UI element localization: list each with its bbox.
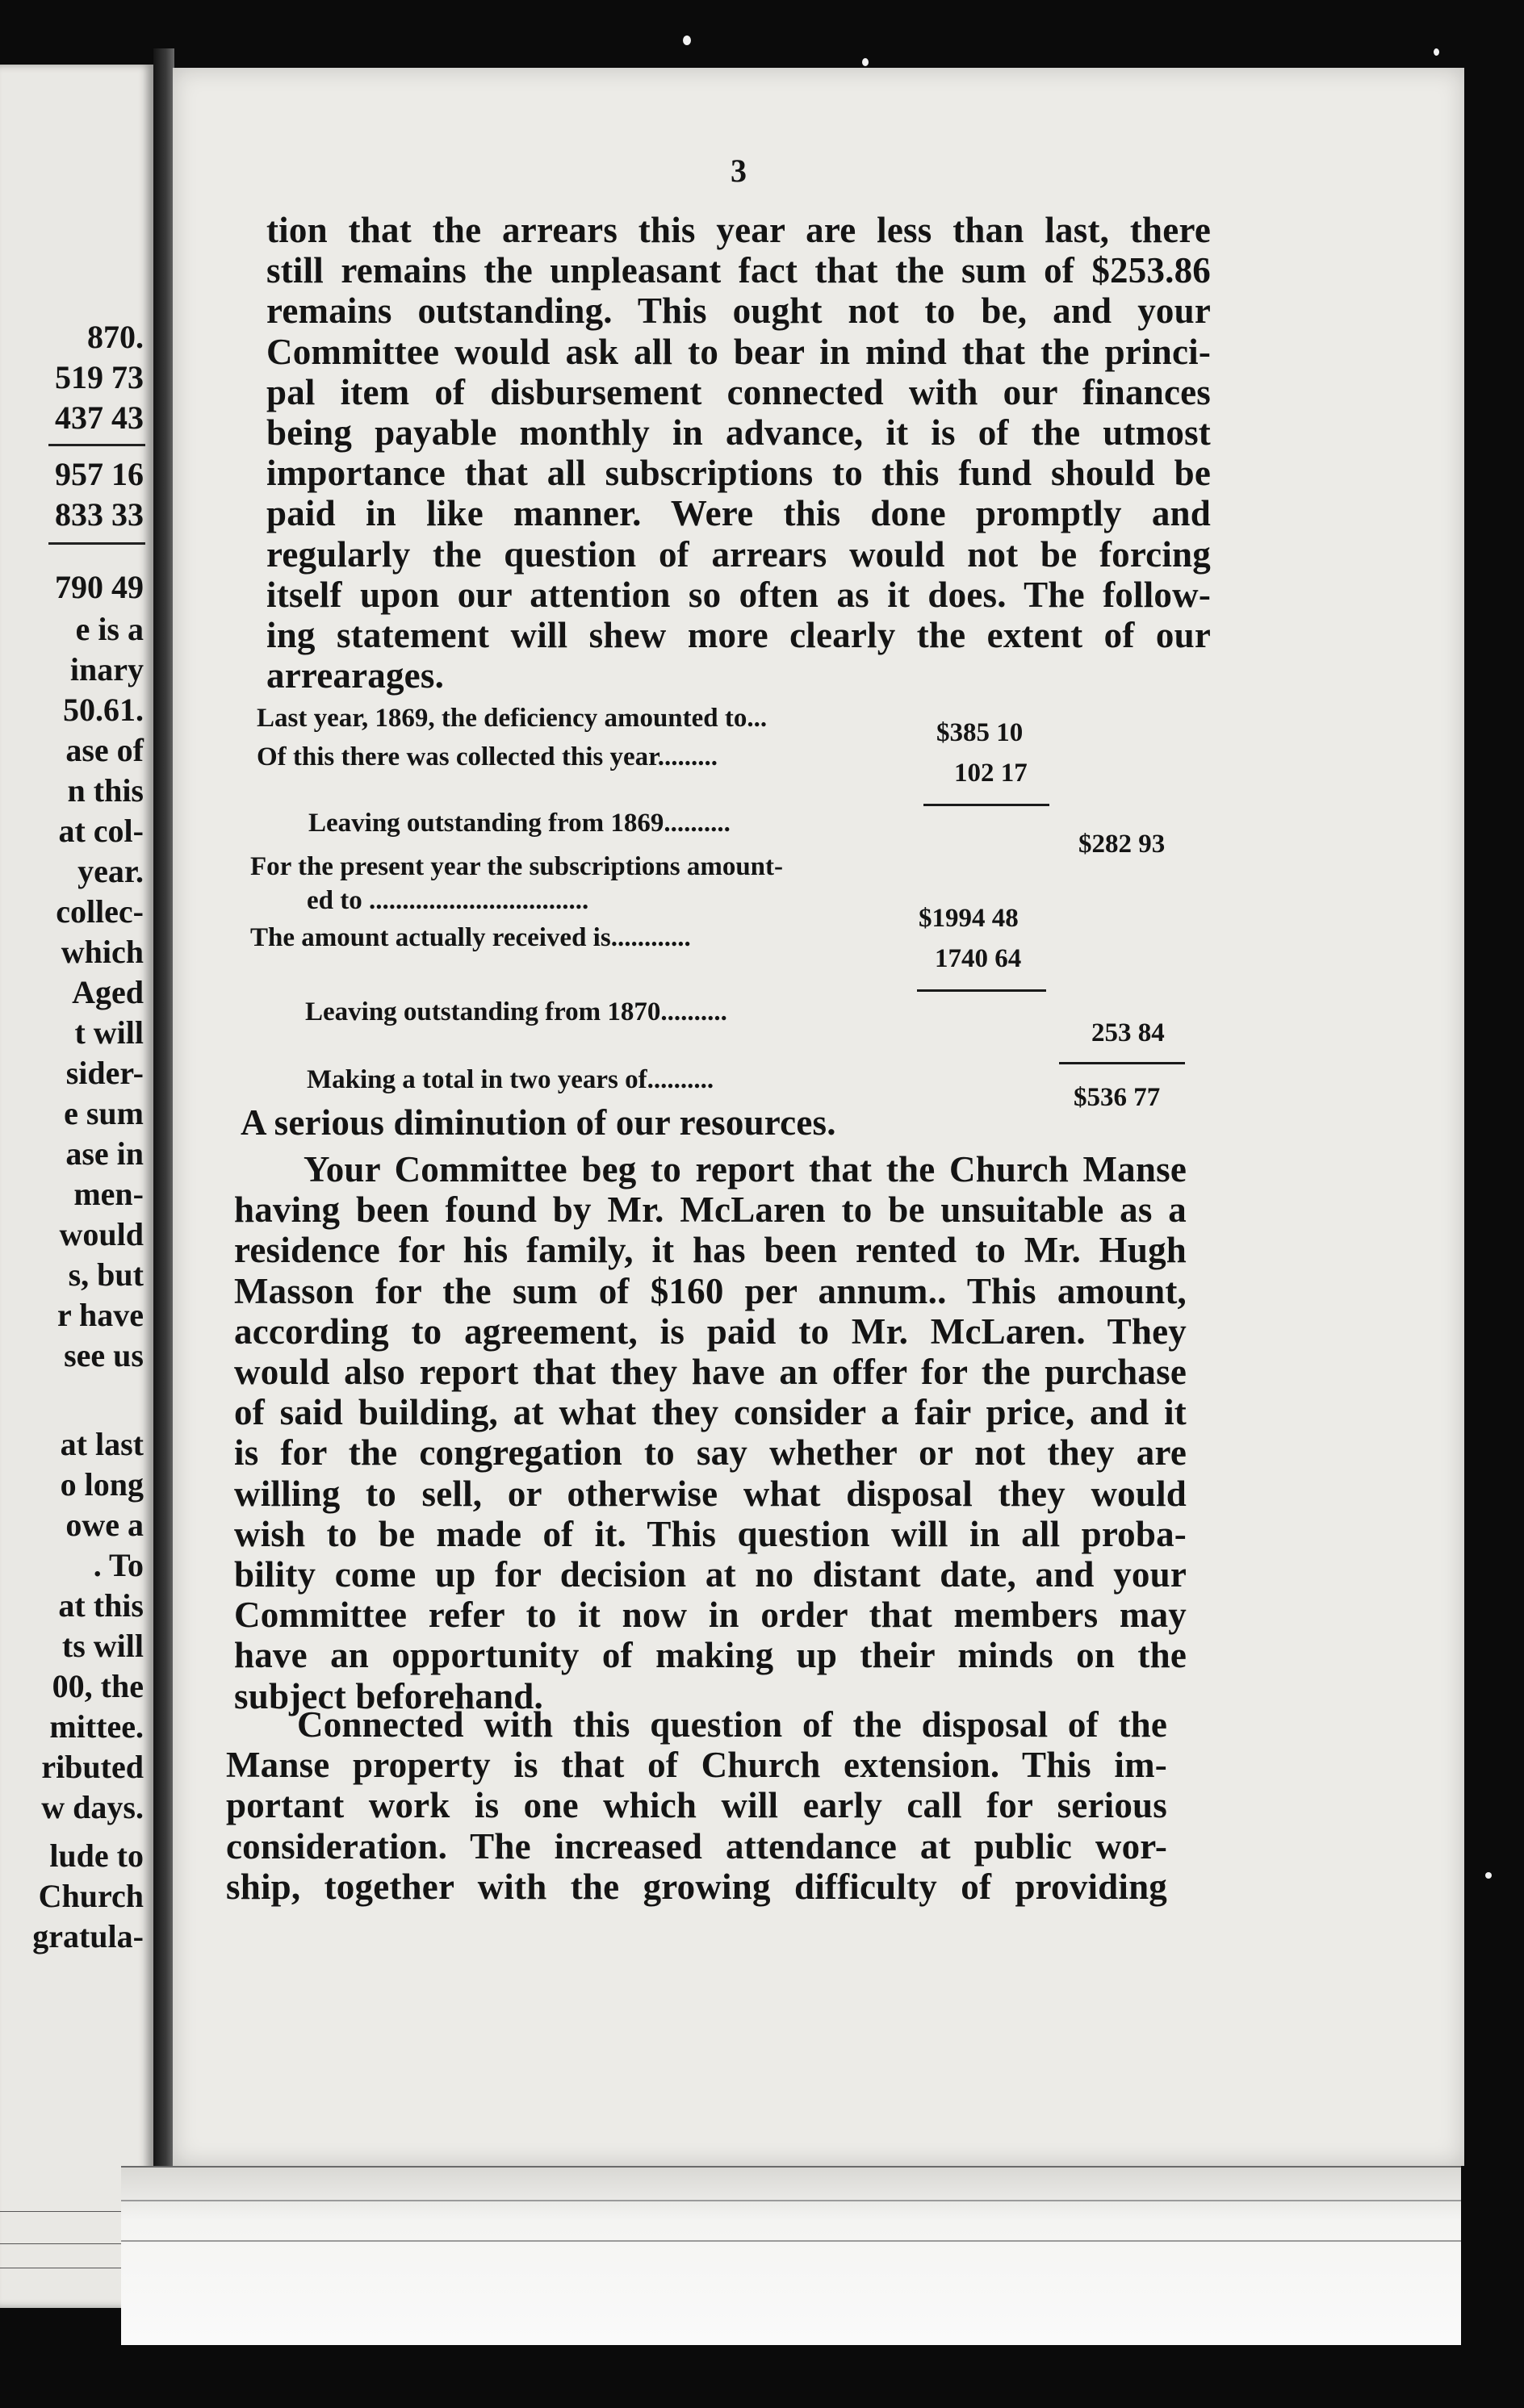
ledger-label: Leaving outstanding from 1870.......... [305,997,727,1026]
ledger-amount: $1994 48 [919,904,1019,933]
left-line: n this [67,772,144,809]
left-line: s, but [68,1256,144,1293]
page-stack-edge [121,2166,1461,2345]
left-line: e sum [64,1095,144,1131]
left-line: owe a [65,1507,144,1543]
text-line: A serious diminution of our resources. [241,1102,836,1143]
left-page-fragment [0,65,153,2308]
text-line: tion that the arrears this year are less than last, there [266,210,1211,250]
left-line: 437 43 [55,399,144,436]
text-line: importance that all subscriptions to this fund should be [266,453,1211,494]
film-speck [1434,48,1439,56]
text-line: being payable monthly in advance, it is of the utmost [266,412,1211,454]
text-line: have an opportunity of making up their minds on the [234,1635,1187,1676]
left-line: Church [38,1878,144,1914]
text-line: Manse property is that of Church extension. This im- [226,1745,1167,1786]
left-line: lude to [49,1837,144,1874]
ledger-label: Leaving outstanding from 1869.......... [308,809,731,838]
left-line: at col- [58,813,144,849]
left-line: which [61,934,144,970]
ledger-total: 253 84 [1091,1018,1165,1047]
text-line: of said building, at what they consider a fair price, and it [234,1392,1187,1433]
ledger-label: The amount actually received is............ [250,923,691,952]
page-number: 3 [731,153,747,189]
film-speck [1485,1872,1492,1879]
left-line: 00, the [52,1668,144,1704]
left-line: 870. [87,319,144,355]
left-line: 50.61. [63,692,144,728]
ledger-label: ed to ................................. [307,886,589,915]
ledger-rule [1059,1062,1185,1064]
left-rule [48,542,145,545]
left-line: ributed [41,1749,144,1785]
text-line: Committee refer to it now in order that members may [234,1595,1187,1636]
ledger-rule [917,989,1046,992]
left-line: see us [64,1337,144,1373]
paragraph-manse [234,1149,1187,1716]
text-line: pal item of disbursement connected with our finances [266,371,1211,412]
text-line: having been found by Mr. McLaren to be unsuitable as a [234,1189,1187,1231]
text-line: bility come up for decision at no distant date, and your [234,1554,1187,1595]
left-line: t will [74,1014,144,1051]
ledger-total: $282 93 [1078,830,1166,859]
text-line: Masson for the sum of $160 per annum.. This amount, [234,1270,1187,1311]
page-edge-line [121,2240,1461,2242]
left-line: at this [58,1587,144,1624]
text-line: arrearages. [266,655,445,696]
text-line: portant work is one which will early call for serious [226,1785,1167,1826]
left-line: men- [73,1176,144,1212]
text-line: consideration. The increased attendance at public wor- [226,1825,1167,1867]
text-line: would also report that they have an offer for the purchase [234,1352,1187,1393]
text-line: Your Committee beg to report that the Church Manse [304,1149,1187,1189]
left-line: 519 73 [55,359,144,395]
left-line: Aged [72,974,144,1010]
left-line: sider- [65,1055,144,1091]
text-line: is for the congregation to say whether or not they are [234,1432,1187,1474]
left-line: 957 16 [55,456,144,492]
ledger-label: For the present year the subscriptions amount- [250,852,783,881]
left-line: would [59,1216,144,1252]
text-line: remains outstanding. This ought not to be, and your [266,291,1211,332]
text-line: subject beforehand. [234,1675,543,1716]
text-line: paid in like manner. Were this done promptly and [266,493,1211,534]
summary-line [241,1102,1209,1143]
text-line: Connected with this question of the disposal of the [297,1704,1167,1745]
text-line: residence for his family, it has been rented to Mr. Hugh [234,1230,1187,1271]
text-line: willing to sell, or otherwise what disposal they would [234,1473,1187,1514]
book-spine-shadow [153,48,174,2340]
text-line: regularly the question of arrears would not be forcing [266,533,1211,575]
left-line: gratula- [32,1918,144,1954]
ledger-amount: 102 17 [954,759,1028,788]
left-line: mittee. [49,1708,144,1745]
left-line: 833 33 [55,496,144,533]
left-line: ase of [65,732,144,768]
ledger-amount: $385 10 [936,718,1024,747]
ledger-label: Making a total in two years of.......... [307,1065,714,1094]
text-line: ing statement will shew more clearly the extent of our [266,615,1211,656]
left-line: r have [57,1297,144,1333]
left-line: inary [69,651,144,688]
ledger-label: Of this there was collected this year......... [257,742,718,771]
left-line: year. [77,853,144,889]
left-rule [48,444,145,446]
text-line: ship, together with the growing difficulty of providing [226,1866,1167,1907]
left-line: ase in [65,1135,144,1172]
left-line: e is a [75,611,144,647]
left-line: ts will [61,1628,144,1664]
text-line: still remains the unpleasant fact that the sum of $253.86 [266,250,1211,291]
left-line: at last [60,1426,144,1462]
text-line: Committee would ask all to bear in mind that the princi- [266,331,1211,372]
ledger-total: $536 77 [1074,1083,1161,1112]
left-line: w days. [41,1789,144,1825]
ledger-label: Last year, 1869, the deficiency amounted to... [257,704,768,733]
left-line: 790 49 [55,569,144,605]
left-line: o long [60,1466,144,1503]
paragraph-church-extension [226,1704,1167,1907]
left-line: collec- [56,893,144,930]
film-speck [862,58,869,66]
film-speck [683,36,691,45]
text-line: itself upon our attention so often as it does. The follow- [266,574,1211,615]
text-line: wish to be made of it. This question will in all proba- [234,1513,1187,1554]
ledger-rule [923,804,1049,806]
page-edge-line [121,2200,1461,2201]
text-line: according to agreement, is paid to Mr. McLaren. They [234,1311,1187,1352]
ledger-amount: 1740 64 [935,944,1022,973]
left-line: . To [93,1547,144,1583]
paragraph-arrears [266,210,1211,696]
